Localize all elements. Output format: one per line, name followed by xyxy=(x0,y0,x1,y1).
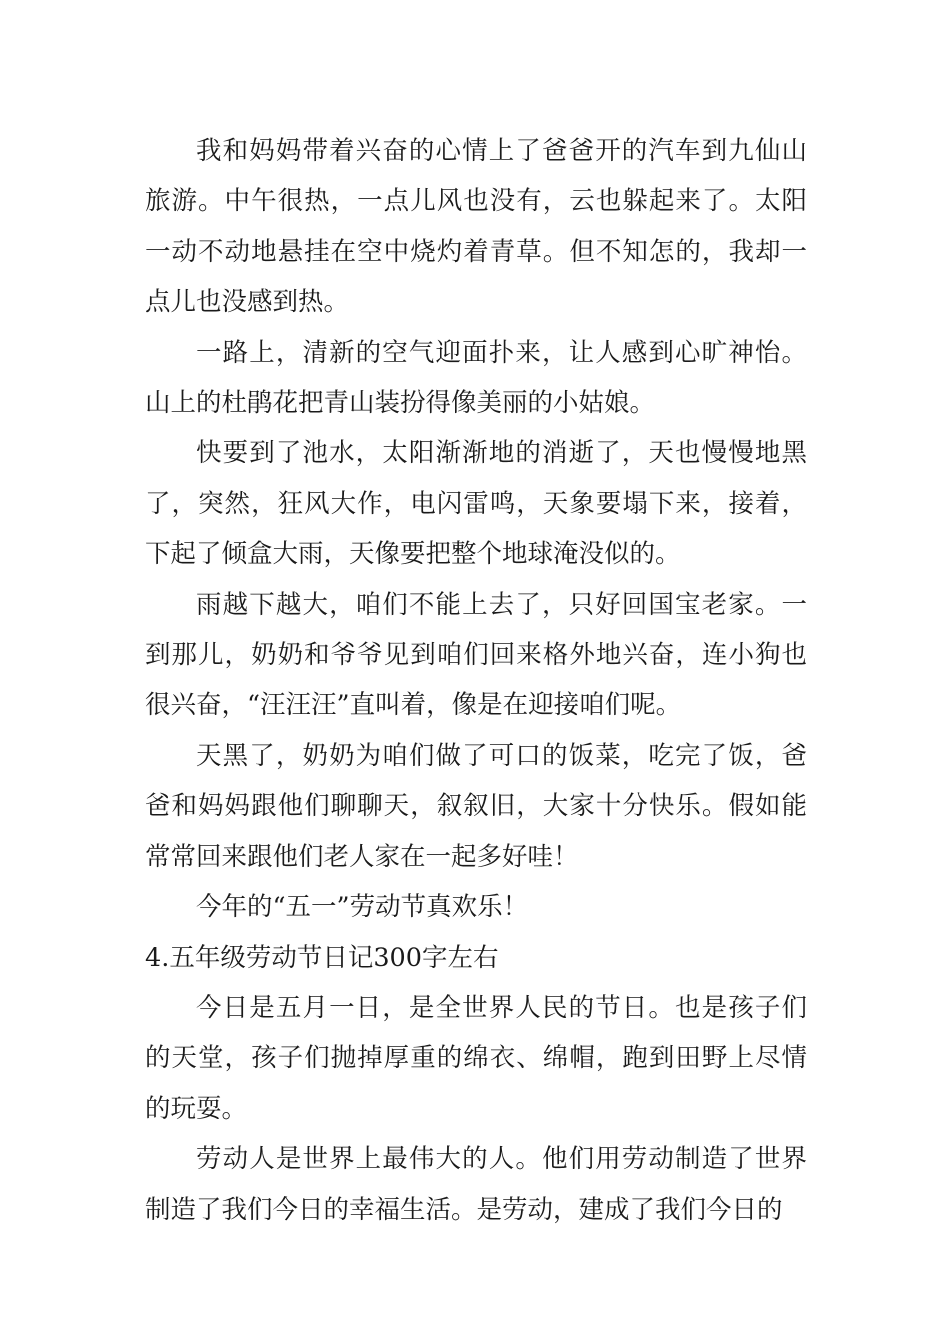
paragraph-laborers: 劳动人是世界上最伟大的人。他们用劳动制造了世界制造了我们今日的幸福生活。是劳动，建成了我们今日的 xyxy=(145,1144,807,1225)
paragraph-may-day: 今日是五月一日，是全世界人民的节日。也是孩子们的天堂，孩子们抛掉厚重的绵衣、绵帽，跑到田野上尽情的玩耍。 xyxy=(145,992,807,1124)
section-heading: 4.五年级劳动节日记300字左右 xyxy=(145,942,499,973)
paragraph-conclusion: 今年的“五一”劳动节真欢乐！ xyxy=(196,892,529,923)
paragraph-on-the-road: 一路上，清新的空气迎面扑来，让人感到心旷神怡。山上的杜鹃花把青山装扮得像美丽的小姑娘。 xyxy=(145,337,807,419)
paragraph-dinner: 天黑了，奶奶为咱们做了可口的饭菜，吃完了饭，爸爸和妈妈跟他们聊聊天，叙叙旧，大家十分快乐。假如能常常回来跟他们老人家在一起多好哇！ xyxy=(145,740,807,872)
paragraph-storm: 快要到了池水，太阳渐渐地的消逝了，天也慢慢地黑了，突然，狂风大作，电闪雷鸣，天象要塌下来，接着，下起了倾盒大雨，天像要把整个地球淹没似的。 xyxy=(145,438,807,570)
paragraph-trip-start: 我和妈妈带着兴奋的心情上了爸爸开的汽车到九仙山旅游。中午很热，一点儿风也没有，云也躲起来了。太阳一动不动地悬挂在空中烧灼着青草。但不知怎的，我却一点儿也没感到热。 xyxy=(145,136,807,318)
document-body xyxy=(145,126,807,1235)
paragraph-hometown: 雨越下越大，咱们不能上去了，只好回国宝老家。一到那儿，奶奶和爷爷见到咱们回来格外地兴奋，连小狗也很兴奋，“汪汪汪”直叫着，像是在迎接咱们呢。 xyxy=(145,589,807,721)
